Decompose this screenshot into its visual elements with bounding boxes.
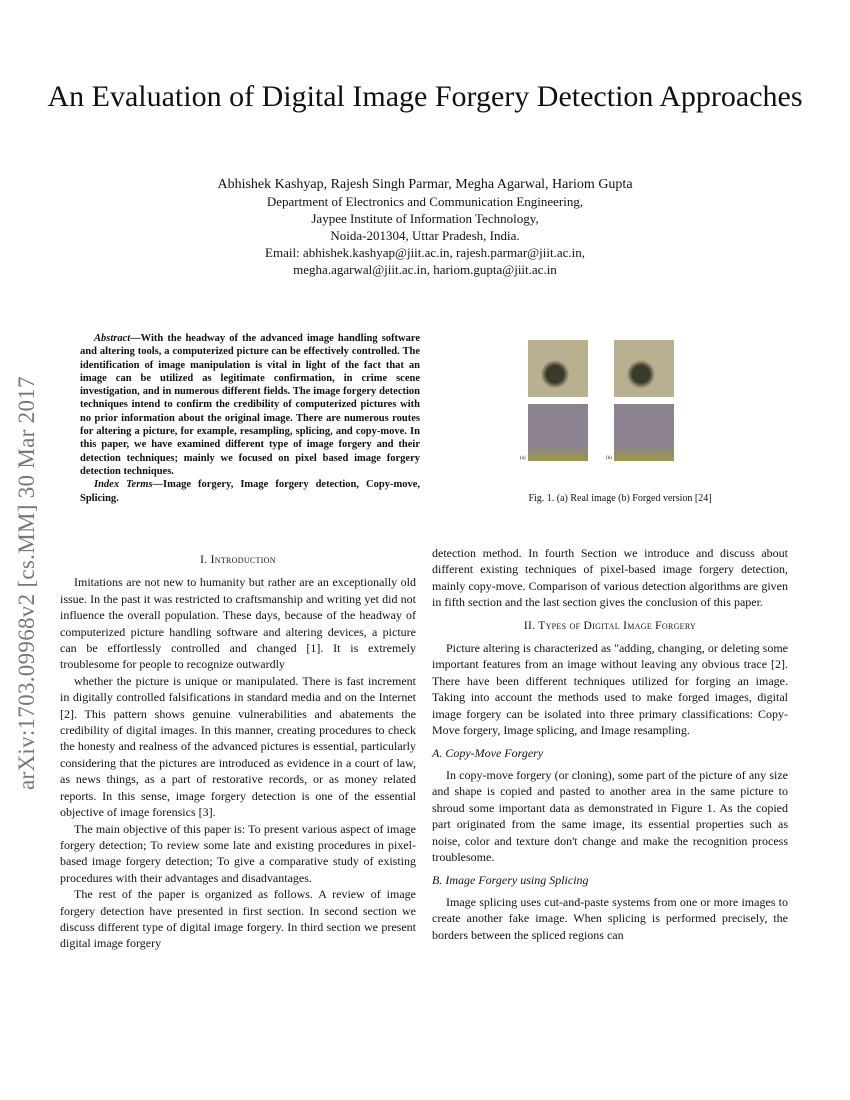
paragraph: Image splicing uses cut-and-paste systems from one or more images to create another fake image. When splicing is performed precisely, the borders between the spliced regions can	[432, 894, 788, 942]
affiliation-line: Noida-201304, Uttar Pradesh, India.	[330, 228, 520, 243]
label-b: (b)	[606, 456, 612, 461]
paragraph: The rest of the paper is organized as follows. A review of image forgery detection have presented in first section. In second section we discuss different type of digital image forgery. In third section we present digital image forgery	[60, 887, 416, 951]
figure-caption: Fig. 1. (a) Real image (b) Forged version [24]	[528, 493, 712, 504]
paragraph: Imitations are not new to humanity but rather are an exceptionally old issue. In the past it was restricted to craftsmanship and writing yet did not influence the overall population. These days, because of the headway of computerized picture handling software and altering devices, a picture can be effortlessly controlled and changed [1]. It is extremely troublesome for people to recognize outwardly	[60, 575, 416, 672]
right-column	[432, 545, 788, 943]
index-terms: —Image forgery, Image forgery detection, Copy-move, Splicing.	[80, 479, 420, 504]
email-line: megha.agarwal@jiit.ac.in, hariom.gupta@jiit.ac.in	[293, 262, 557, 277]
forged-image-soldiers	[614, 340, 674, 397]
paragraph: detection method. In fourth Section we introduce and discuss about different existing techniques of pixel-based image forgery detection, mainly copy-move. Comparison of various detection algorithms are given in fifth section and the last section gives the conclusion of this paper.	[432, 546, 788, 610]
paragraph: In copy-move forgery (or cloning), some part of the picture of any size and shape is copied and pasted to another area in the same picture to shroud some important data as demonstrated in Figure 1. As the copied part originated from the same image, its essential properties such as noise, color and texture don't change and make the recognition process troublesome.	[432, 767, 788, 864]
left-column	[60, 545, 416, 952]
figure-1	[520, 340, 718, 461]
paragraph: whether the picture is unique or manipulated. There is fast increment in digitally controlled falsifications in standard media and on the Internet [2]. This pattern shows genuine vulnerabilities and abatements the credibility of digital images. In this manner, creating procedures to check the honesty and realness of the advanced pictures is essential, particularly considering that the pictures are introduced as evidence in a court of law, as news things, as a part of restorative records, or as money related reports. In this sense, image forgery detection is one of the essential objective of image forensics [3].	[60, 673, 416, 820]
real-image-rock	[528, 404, 588, 461]
index-terms-label: Index Terms	[94, 479, 153, 491]
abstract	[80, 332, 420, 505]
email-line: Email: abhishek.kashyap@jiit.ac.in, rajesh.parmar@jiit.ac.in,	[265, 245, 585, 260]
label-a: (a)	[520, 456, 526, 461]
arxiv-identifier[interactable]: arXiv:1703.09968v2 [cs.MM] 30 Mar 2017	[14, 376, 39, 790]
paper-title: An Evaluation of Digital Image Forgery Detection Approaches	[47, 80, 803, 113]
section-heading: II. Types of Digital Image Forgery	[523, 619, 697, 632]
affiliation-line: Jaypee Institute of Information Technology,	[311, 211, 539, 226]
author-block	[100, 176, 750, 278]
abstract-text: —With the headway of the advanced image handling software and altering tools, a computerized picture can be effectively controlled. The identification of image manipulation is vital in light of the fact that an image can be utilized as legitimate confirmation, in crime scene investigation, and in numerous different fields. The image forgery detection techniques intend to confirm the credibility of computerized pictures with no prior information about the original image. There are numerous routes for altering a picture, for example, resampling, splicing, and copy-move. In this paper, we have examined different type of image forgery and their detection techniques; mainly we focused on pixel based image forgery detection techniques.	[80, 333, 420, 477]
paragraph: Picture altering is characterized as "adding, changing, or deleting some important features from an image without leaving any obvious trace [2]. There have been different techniques utilized for forging an image. Taking into account the methods used to make forged images, digital image forgery can be isolated into three primary classifications: Copy-Move forgery, Image splicing, and Image resampling.	[432, 641, 788, 738]
real-image-soldiers	[528, 340, 588, 397]
affiliation-line: Department of Electronics and Communication Engineering,	[266, 194, 584, 209]
abstract-label: Abstract	[94, 333, 131, 344]
section-heading: I. Introduction	[200, 554, 276, 566]
forged-image-rock	[614, 404, 674, 461]
subsection-heading: A. Copy-Move Forgery	[432, 746, 544, 761]
paragraph: The main objective of this paper is: To present various aspect of image forgery detection; To review some late and existing procedures in pixel-based image forgery detection; To give a comparative study of existing procedures with their advantages and disadvantages.	[60, 821, 416, 885]
subsection-heading: B. Image Forgery using Splicing	[432, 873, 589, 888]
author-names: Abhishek Kashyap, Rajesh Singh Parmar, Megha Agarwal, Hariom Gupta	[217, 177, 633, 192]
